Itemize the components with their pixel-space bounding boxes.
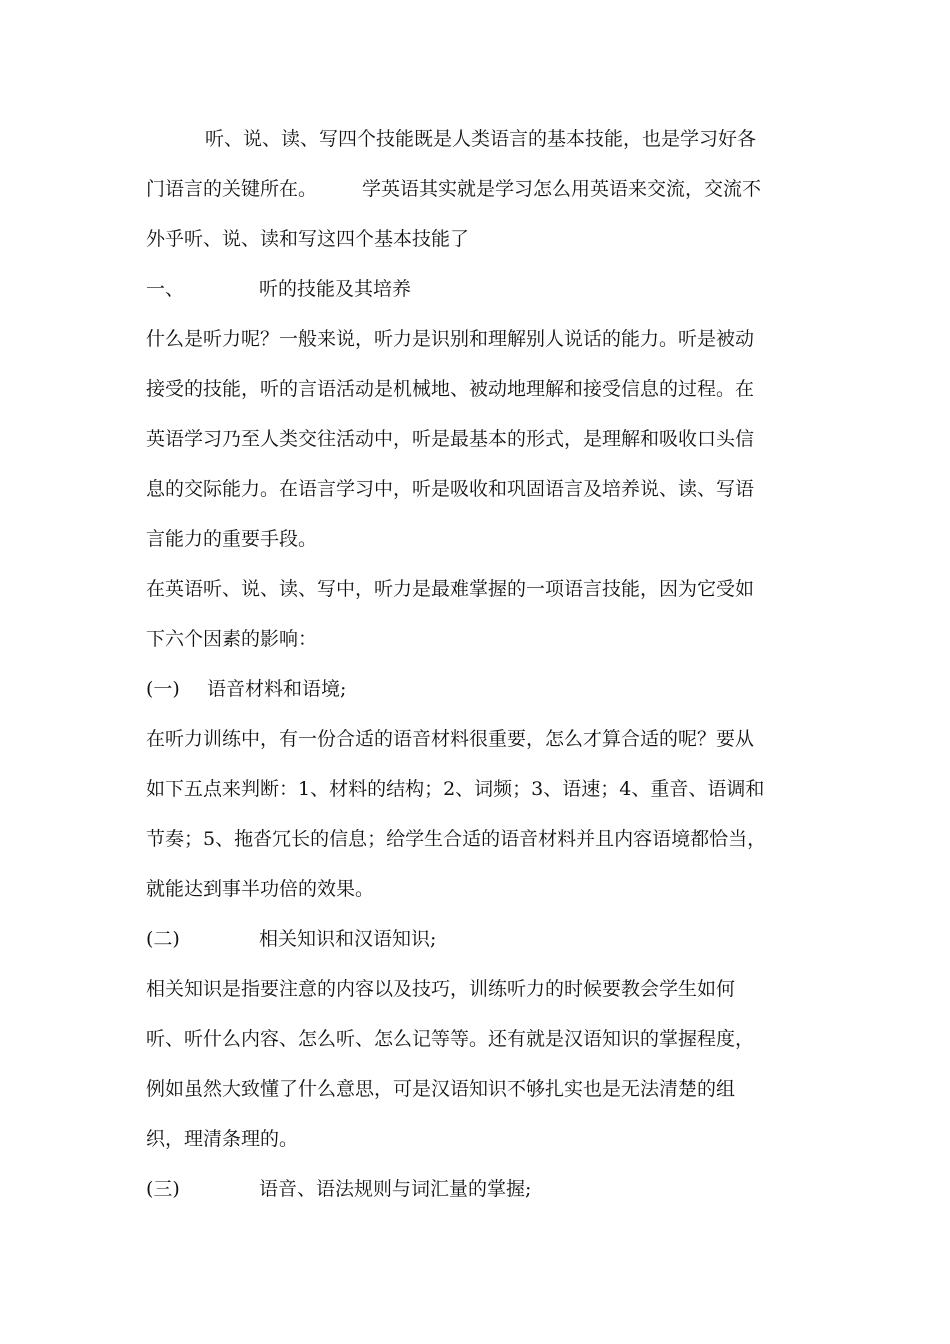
paragraph-1-line-1: 什么是听力呢？一般来说，听力是识别和理解别人说话的能力。听是被动: [146, 328, 755, 350]
paragraph-2-line-2: 下六个因素的影响：: [146, 628, 318, 650]
section-1-title: 听的技能及其培养: [259, 278, 412, 300]
intro-line-1: 听、说、读、写四个技能既是人类语言的基本技能，也是学习好各: [205, 128, 757, 150]
paragraph-3-line-4: 就能达到事半功倍的效果。: [146, 878, 375, 900]
subsection-1-number: (一): [146, 678, 180, 700]
paragraph-4-line-3: 例如虽然大致懂了什么意思，可是汉语知识不够扎实也是无法清楚的组: [146, 1078, 736, 1100]
paragraph-1-line-2: 接受的技能，听的言语活动是机械地、被动地理解和接受信息的过程。在: [146, 378, 755, 400]
paragraph-1-line-3: 英语学习乃至人类交往活动中，听是最基本的形式，是理解和吸收口头信: [146, 428, 755, 450]
paragraph-4-line-1: 相关知识是指要注意的内容以及技巧，训练听力的时候要教会学生如何: [146, 978, 736, 1000]
paragraph-4-line-4: 织，理清条理的。: [146, 1128, 299, 1150]
subsection-1-title: 语音材料和语境;: [207, 678, 347, 700]
paragraph-1-line-5: 言能力的重要手段。: [146, 528, 318, 550]
subsection-2-number: (二): [146, 928, 180, 950]
paragraph-4-line-2: 听、听什么内容、怎么听、怎么记等等。还有就是汉语知识的掌握程度，: [146, 1028, 755, 1050]
intro-line-3: 外乎听、说、读和写这四个基本技能了: [146, 228, 470, 250]
paragraph-2-line-1: 在英语听、说、读、写中，听力是最难掌握的一项语言技能，因为它受如: [146, 578, 755, 600]
paragraph-3-line-2: 如下五点来判断：1、材料的结构；2、词频；3、语速；4、重音、语调和: [146, 778, 765, 800]
paragraph-3-line-3: 节奏；5、拖沓冗长的信息；给学生合适的语音材料并且内容语境都恰当，: [146, 828, 767, 850]
section-1-number: 一、: [146, 278, 185, 300]
intro-line-2b: 学英语其实就是学习怎么用英语来交流，交流不: [362, 178, 762, 200]
subsection-2-title: 相关知识和汉语知识;: [259, 928, 437, 950]
paragraph-3-line-1: 在听力训练中，有一份合适的语音材料很重要，怎么才算合适的呢？要从: [146, 728, 755, 750]
intro-line-2a: 门语言的关键所在。: [146, 178, 318, 200]
paragraph-1-line-4: 息的交际能力。在语言学习中，听是吸收和巩固语言及培养说、读、写语: [146, 478, 755, 500]
subsection-3-number: (三): [146, 1178, 180, 1200]
subsection-3-title: 语音、语法规则与词汇量的掌握;: [259, 1178, 532, 1200]
